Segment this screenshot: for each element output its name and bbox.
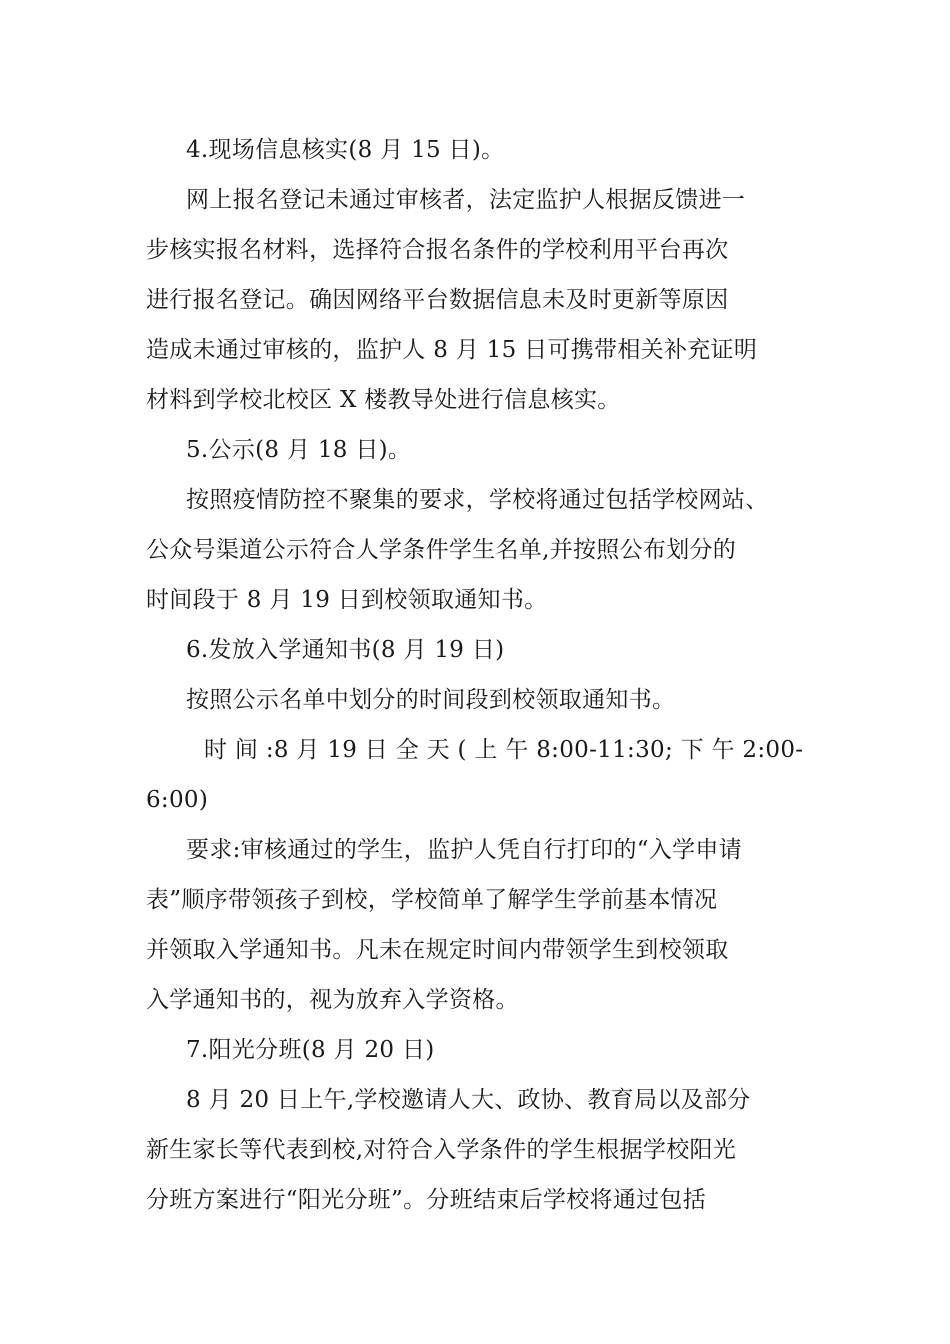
paragraph-line: 按照公示名单中划分的时间段到校领取通知书。 — [186, 687, 676, 713]
paragraph-line: 步核实报名材料，选择符合报名条件的学校利用平台再次 — [146, 237, 729, 263]
paragraph-line: 入学通知书的，视为放弃入学资格。 — [146, 987, 519, 1013]
paragraph-line: 要求:审核通过的学生，监护人凭自行打印的“入学申请 — [186, 837, 743, 863]
heading-item-7: 7.阳光分班(8 月 20 日) — [186, 1037, 435, 1063]
paragraph-line: 造成未通过审核的，监护人 8 月 15 日可携带相关补充证明 — [146, 337, 758, 363]
paragraph-line: 表”顺序带领孩子到校，学校简单了解学生学前基本情况 — [146, 887, 718, 913]
paragraph-line: 6:00) — [146, 787, 209, 813]
paragraph-line: 公众号渠道公示符合人学条件学生名单,并按照公布划分的 — [146, 537, 737, 563]
paragraph-line: 并领取入学通知书。凡未在规定时间内带领学生到校领取 — [146, 937, 729, 963]
paragraph-line: 按照疫情防控不聚集的要求，学校将通过包括学校网站、 — [186, 487, 769, 513]
heading-item-4: 4.现场信息核实(8 月 15 日)。 — [186, 137, 505, 163]
paragraph-line: 网上报名登记未通过审核者，法定监护人根据反馈进一 — [186, 187, 746, 213]
paragraph-line: 新生家长等代表到校,对符合入学条件的学生根据学校阳光 — [146, 1137, 737, 1163]
paragraph-line: 8 月 20 日上午,学校邀请人大、政协、教育局以及部分 — [186, 1087, 751, 1113]
paragraph-line: 材料到学校北校区 X 楼教导处进行信息核实。 — [146, 387, 621, 413]
paragraph-line: 进行报名登记。确因网络平台数据信息未及时更新等原因 — [146, 287, 729, 313]
paragraph-line: 时 间 :8 月 19 日 全 天 ( 上 午 8:00-11:30; 下 午 2:00- — [204, 737, 804, 763]
heading-item-5: 5.公示(8 月 18 日)。 — [186, 437, 412, 463]
paragraph-line: 时间段于 8 月 19 日到校领取通知书。 — [146, 587, 548, 613]
paragraph-line: 分班方案进行“阳光分班”。分班结束后学校将通过包括 — [146, 1187, 707, 1213]
heading-item-6: 6.发放入学通知书(8 月 19 日) — [186, 637, 505, 663]
